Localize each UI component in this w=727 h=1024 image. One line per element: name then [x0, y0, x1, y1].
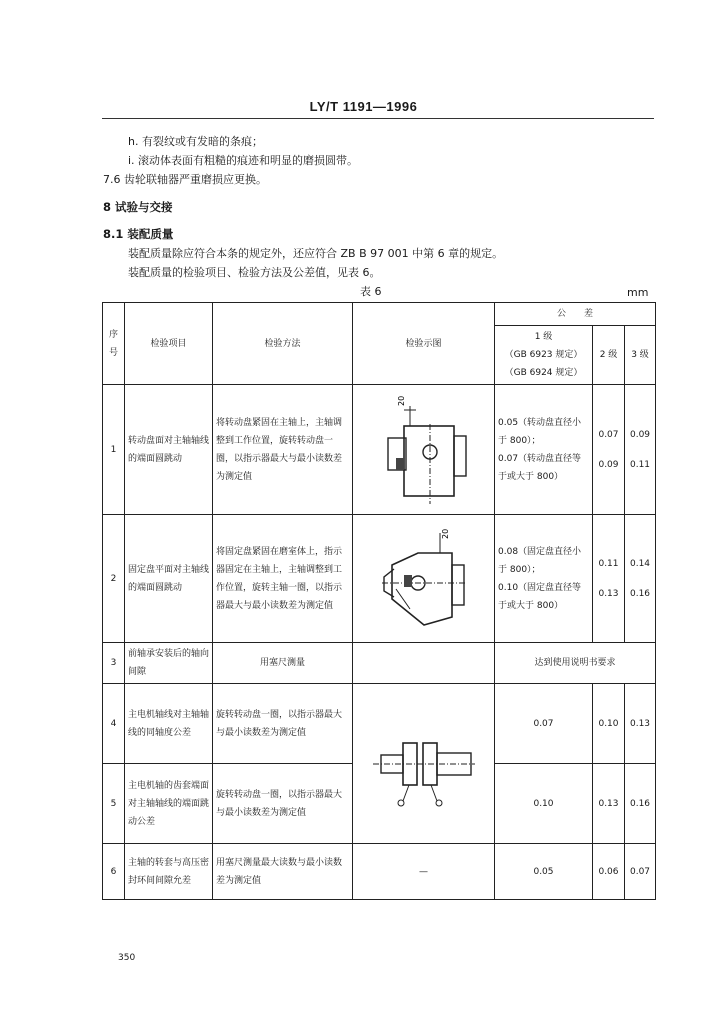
- row2-grade1: [495, 515, 593, 643]
- row2-method: 将固定盘紧固在磨室体上，指示器固定在主轴上，主轴调整到工作位置，旋转主轴一圈，以指示器最大与最小读数差为测定值: [213, 515, 353, 643]
- row2-figure: [353, 515, 495, 643]
- th-grade3: 3 级: [625, 326, 656, 385]
- row2-item: 固定盘平面对主轴线的端面圆跳动: [125, 515, 213, 643]
- th-tolerance: 公 差: [495, 303, 656, 326]
- row4-grade3: 0.13: [625, 684, 656, 764]
- row3-tolerance: 达到使用说明书要求: [495, 643, 656, 684]
- page-number: 350: [118, 953, 136, 963]
- row6-no: 6: [103, 844, 125, 900]
- th-grade1-std2: （GB 6924 规定）: [504, 368, 583, 378]
- item-h: h. 有裂纹或有发暗的条痕；: [128, 135, 263, 148]
- row1-grade1-b: 0.07（转动盘直径等于或大于 800）: [498, 453, 582, 482]
- fixed-plate-runout-diagram: [374, 525, 474, 633]
- table-row: [103, 643, 656, 684]
- table-unit: mm: [627, 286, 649, 299]
- table-row: [103, 385, 656, 515]
- table-row: [103, 844, 656, 900]
- row5-no: 5: [103, 764, 125, 844]
- item-i: i. 滚动体表面有粗糙的痕迹和明显的磨损圆带。: [128, 154, 359, 167]
- row4-grade1: 0.07: [495, 684, 593, 764]
- th-grade1: [495, 326, 593, 385]
- clause-7-6: 7.6 齿轮联轴器严重磨损应更换。: [103, 173, 267, 186]
- faceplate-runout-diagram: [374, 394, 474, 506]
- table-caption: 表 6: [360, 285, 382, 298]
- section-8-title: 8 试验与交接: [103, 200, 173, 214]
- row2-grade3-b: 0.16: [629, 588, 651, 599]
- row2-grade1-a: 0.08（固定盘直径小于 800）；: [498, 546, 582, 575]
- row5-grade1: 0.10: [495, 764, 593, 844]
- row1-grade3-b: 0.11: [629, 459, 651, 470]
- row5-item: 主电机轴的齿套端面对主轴轴线的端面跳动公差: [125, 764, 213, 844]
- clause-8-1-para2: 装配质量的检验项目、检验方法及公差值，见表 6。: [128, 266, 381, 279]
- spec-table: [102, 302, 656, 900]
- coupling-alignment-diagram: [369, 719, 479, 809]
- row6-grade2: 0.06: [593, 844, 625, 900]
- row1-method: 将转动盘紧固在主轴上，主轴调整到工作位置，旋转转动盘一圈，以指示器最大与最小读数差为测定值: [213, 385, 353, 515]
- th-method: 检验方法: [213, 303, 353, 385]
- th-grade2: 2 级: [593, 326, 625, 385]
- row6-figure: —: [353, 844, 495, 900]
- table-row: [103, 515, 656, 643]
- row3-no: 3: [103, 643, 125, 684]
- th-item: 检验项目: [125, 303, 213, 385]
- th-no: 序号: [103, 303, 125, 385]
- row2-grade2: [593, 515, 625, 643]
- row2-grade1-b: 0.10（固定盘直径等于或大于 800）: [498, 582, 582, 611]
- row4-method: 旋转转动盘一圈，以指示器最大与最小读数差为测定值: [213, 684, 353, 764]
- row3-method: 用塞尺测量: [213, 643, 353, 684]
- th-grade1-label: 1 级: [534, 332, 553, 342]
- row4-no: 4: [103, 684, 125, 764]
- row2-grade2-b: 0.13: [598, 588, 619, 599]
- row6-grade1: 0.05: [495, 844, 593, 900]
- row6-grade3: 0.07: [625, 844, 656, 900]
- header-rule: [102, 118, 654, 119]
- row4-5-figure: [353, 684, 495, 844]
- row4-grade2: 0.10: [593, 684, 625, 764]
- row2-grade3-a: 0.14: [629, 558, 651, 569]
- row2-no: 2: [103, 515, 125, 643]
- row1-item: 转动盘面对主轴轴线的端面圆跳动: [125, 385, 213, 515]
- clause-8-1-title: 8.1 装配质量: [103, 227, 174, 241]
- row1-grade3: [625, 385, 656, 515]
- row1-grade1-a: 0.05（转动盘直径小于 800）；: [498, 417, 582, 446]
- row1-grade2-a: 0.07: [598, 429, 619, 440]
- row4-item: 主电机轴线对主轴轴线的同轴度公差: [125, 684, 213, 764]
- row2-grade2-a: 0.11: [598, 558, 619, 569]
- row1-figure-dim: 20: [396, 395, 406, 406]
- row6-method: 用塞尺测量最大读数与最小读数差为测定值: [213, 844, 353, 900]
- row5-method: 旋转转动盘一圈，以指示器最大与最小读数差为测定值: [213, 764, 353, 844]
- page-header: LY/T 1191—1996: [309, 99, 418, 114]
- row5-grade3: 0.16: [625, 764, 656, 844]
- row6-item: 主轴的转套与高压密封环间间隙允差: [125, 844, 213, 900]
- clause-8-1-para1: 装配质量除应符合本条的规定外，还应符合 ZB B 97 001 中第 6 章的规定。: [128, 247, 504, 260]
- row1-grade1: [495, 385, 593, 515]
- row1-figure: [353, 385, 495, 515]
- row3-item: 前轴承安装后的轴向间隙: [125, 643, 213, 684]
- row1-grade2-b: 0.09: [598, 459, 619, 470]
- row1-grade2: [593, 385, 625, 515]
- th-figure: 检验示图: [353, 303, 495, 385]
- row1-no: 1: [103, 385, 125, 515]
- row5-grade2: 0.13: [593, 764, 625, 844]
- table-row: [103, 684, 656, 764]
- row2-grade3: [625, 515, 656, 643]
- th-grade1-std1: （GB 6923 规定）: [504, 350, 583, 360]
- row1-grade3-a: 0.09: [629, 429, 651, 440]
- row2-figure-dim: 20: [440, 528, 450, 539]
- row3-figure: [353, 643, 495, 684]
